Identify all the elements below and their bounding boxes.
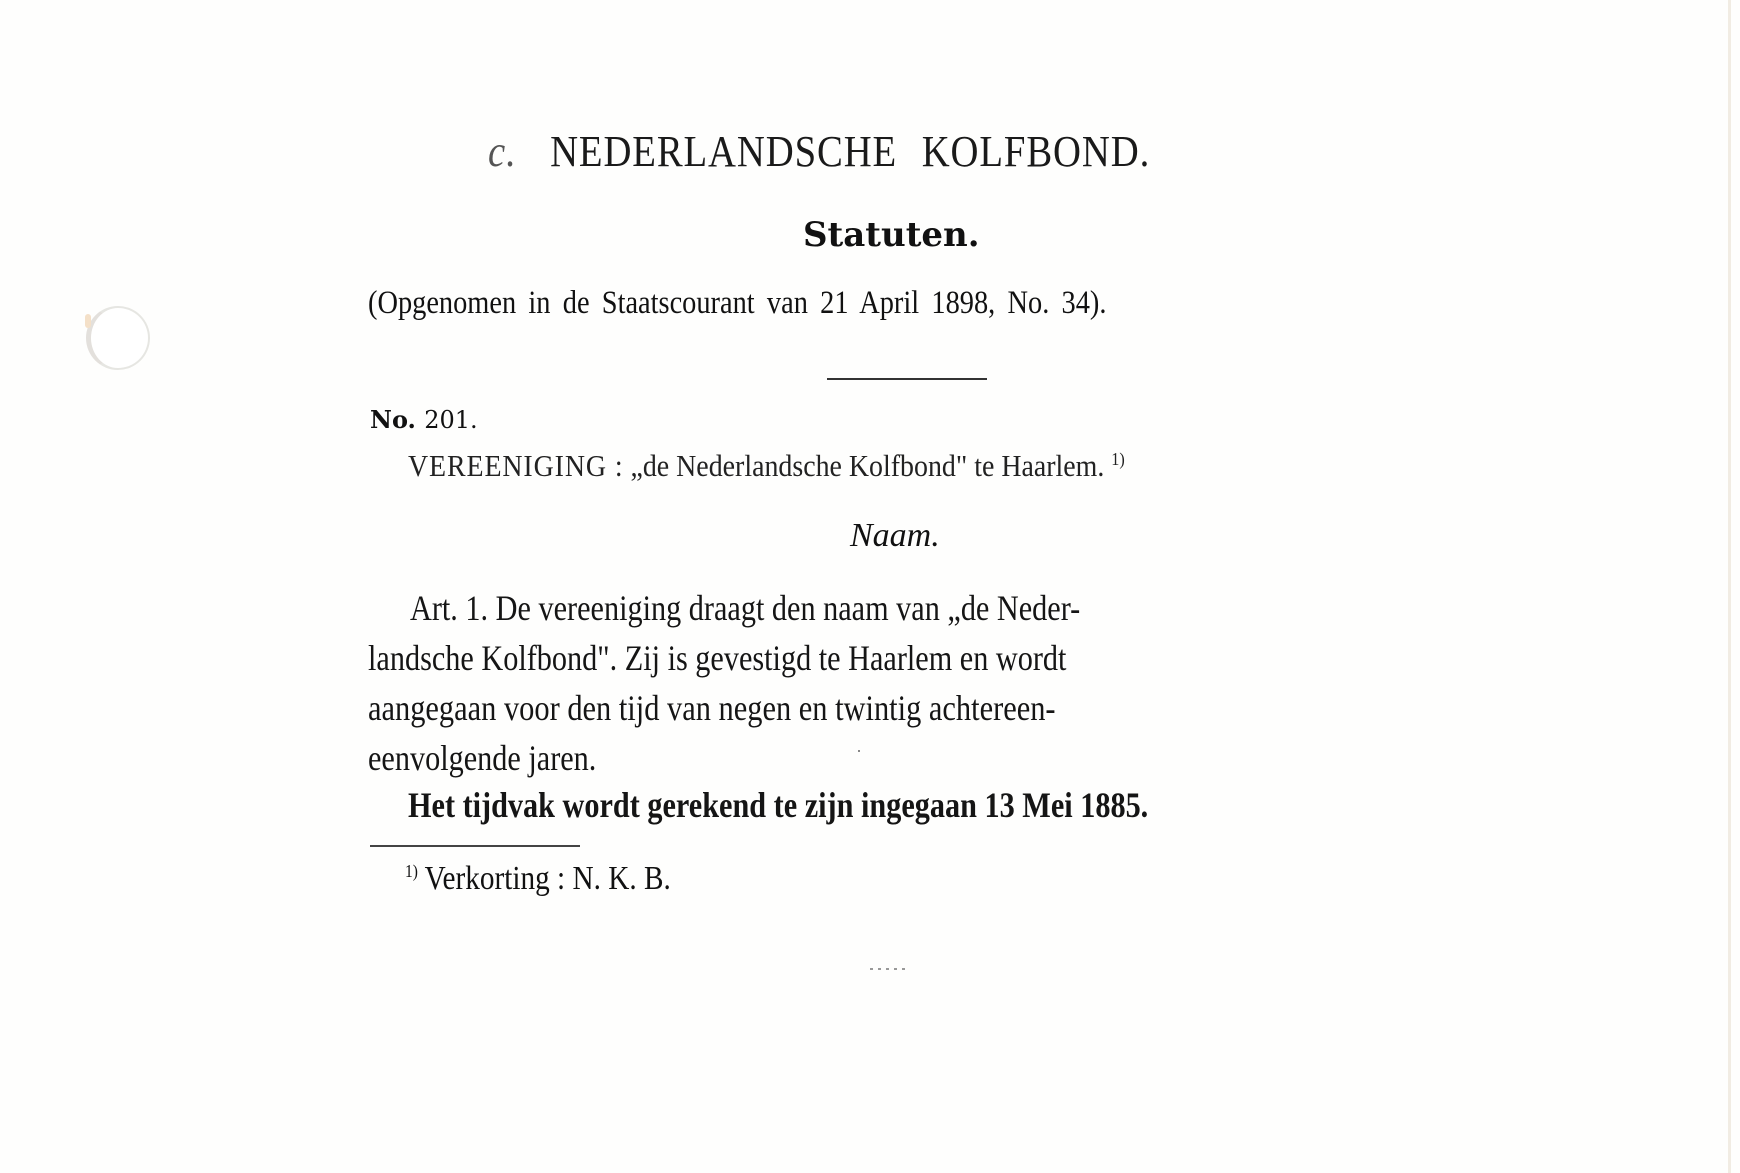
article-line: Het tijdvak wordt gerekend te zijn ingegaan 13 Mei 1885. [408, 785, 1149, 825]
article-line: aangegaan voor den tijd van negen en twintig achtereen- [368, 688, 1056, 728]
footnote-divider [370, 845, 580, 847]
footnote-text: Verkorting : N. K. B. [424, 860, 671, 897]
heading-text-part1: NEDERLANDSCHE [550, 127, 898, 176]
article-line: Art. 1. De vereeniging draagt den naam van „de Neder- [410, 588, 1081, 628]
section-divider [827, 378, 987, 380]
footnote [405, 862, 671, 896]
footnote-reference: 1) [1111, 449, 1125, 469]
association-label: VEREENIGING : [408, 448, 624, 483]
page-edge [1728, 0, 1731, 1173]
footnote-marker: 1) [405, 861, 418, 881]
document-heading [488, 127, 1151, 176]
punch-hole-mark [86, 306, 150, 370]
article-line: landsche Kolfbond". Zij is gevestigd te Haarlem en wordt [368, 638, 1067, 678]
document-title: Statuten. [803, 215, 980, 255]
heading-prefix: c. [488, 127, 517, 176]
publication-note: (Opgenomen in de Staatscourant van 21 April 1898, No. 34). [368, 285, 1107, 321]
entry-number-label: No. [370, 405, 416, 434]
association-line [408, 450, 1125, 481]
entry-number [370, 405, 478, 434]
article-line: eenvolgende jaren. [368, 738, 597, 778]
ink-speck [858, 750, 860, 752]
ink-speck [870, 968, 906, 970]
heading-text-part2: KOLFBOND. [921, 127, 1151, 176]
entry-number-value: 201. [424, 406, 478, 434]
association-name: „de Nederlandsche Kolfbond" te Haarlem. [630, 448, 1105, 483]
section-title: Naam. [850, 517, 940, 554]
